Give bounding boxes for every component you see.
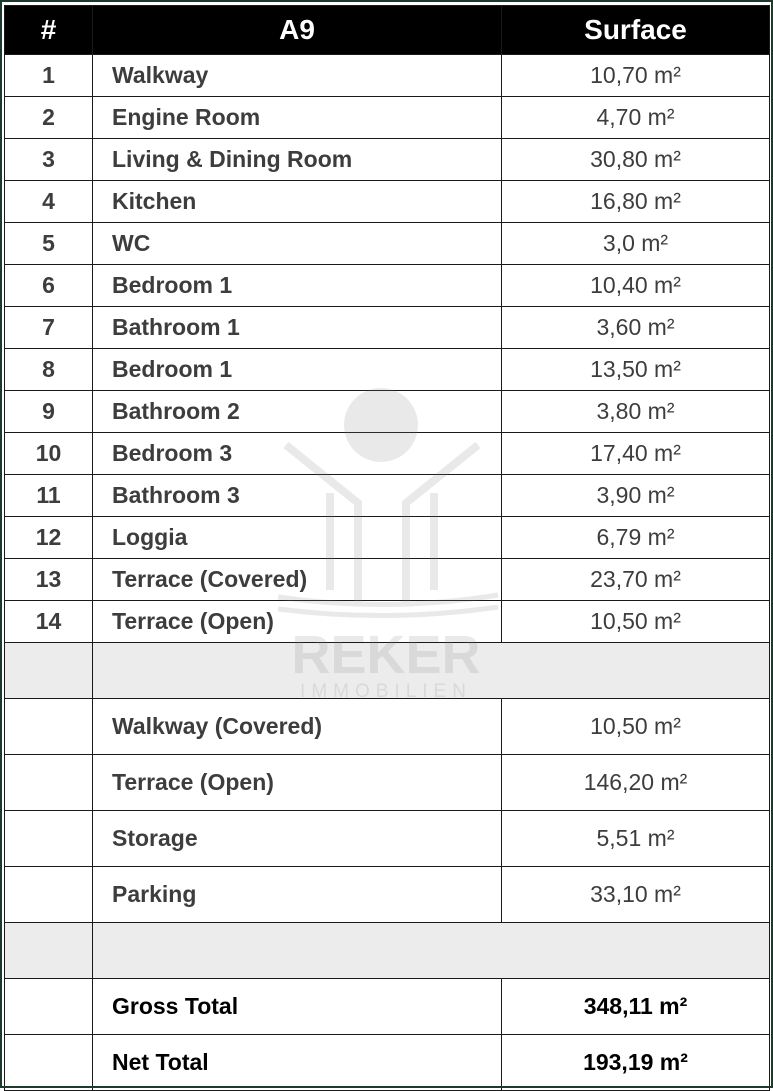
header-surface: Surface	[502, 6, 770, 55]
room-surface: 17,40 m²	[502, 433, 770, 475]
room-number: 3	[5, 139, 93, 181]
room-surface: 13,50 m²	[502, 349, 770, 391]
room-name: Bedroom 1	[93, 349, 502, 391]
room-name: Terrace (Covered)	[93, 559, 502, 601]
separator-row	[5, 923, 770, 979]
extra-name: Terrace (Open)	[93, 755, 502, 811]
extra-surface: 33,10 m²	[502, 867, 770, 923]
table-row	[5, 307, 770, 349]
room-name: Terrace (Open)	[93, 601, 502, 643]
room-surface: 3,60 m²	[502, 307, 770, 349]
area-table-container	[4, 5, 769, 1091]
net-total-row	[5, 1035, 770, 1091]
room-surface: 10,50 m²	[502, 601, 770, 643]
room-number: 12	[5, 517, 93, 559]
room-name: Living & Dining Room	[93, 139, 502, 181]
separator-row	[5, 643, 770, 699]
extra-name: Parking	[93, 867, 502, 923]
table-row	[5, 699, 770, 755]
table-row	[5, 433, 770, 475]
extra-surface: 10,50 m²	[502, 699, 770, 755]
room-number: 6	[5, 265, 93, 307]
room-name: Bathroom 3	[93, 475, 502, 517]
extra-name: Storage	[93, 811, 502, 867]
room-number: 10	[5, 433, 93, 475]
room-name: Bathroom 2	[93, 391, 502, 433]
table-row	[5, 139, 770, 181]
header-unit: A9	[93, 6, 502, 55]
table-row	[5, 601, 770, 643]
gross-total-label: Gross Total	[93, 979, 502, 1035]
table-row	[5, 559, 770, 601]
table-row	[5, 867, 770, 923]
table-row	[5, 181, 770, 223]
room-surface: 30,80 m²	[502, 139, 770, 181]
net-total-value: 193,19 m²	[502, 1035, 770, 1091]
room-surface: 23,70 m²	[502, 559, 770, 601]
room-number: 4	[5, 181, 93, 223]
net-total-label: Net Total	[93, 1035, 502, 1091]
table-row	[5, 811, 770, 867]
table-row	[5, 755, 770, 811]
room-number: 11	[5, 475, 93, 517]
room-number: 7	[5, 307, 93, 349]
room-number: 9	[5, 391, 93, 433]
table-row	[5, 97, 770, 139]
header-number: #	[5, 6, 93, 55]
room-name: Kitchen	[93, 181, 502, 223]
room-name: WC	[93, 223, 502, 265]
gross-total-row	[5, 979, 770, 1035]
table-row	[5, 391, 770, 433]
room-name: Engine Room	[93, 97, 502, 139]
room-surface: 10,40 m²	[502, 265, 770, 307]
room-number: 14	[5, 601, 93, 643]
room-name: Bathroom 1	[93, 307, 502, 349]
room-number: 1	[5, 55, 93, 97]
table-row	[5, 517, 770, 559]
room-name: Bedroom 1	[93, 265, 502, 307]
table-row	[5, 223, 770, 265]
room-number: 5	[5, 223, 93, 265]
room-surface: 16,80 m²	[502, 181, 770, 223]
room-surface: 3,0 m²	[502, 223, 770, 265]
room-name: Loggia	[93, 517, 502, 559]
room-surface: 6,79 m²	[502, 517, 770, 559]
gross-total-value: 348,11 m²	[502, 979, 770, 1035]
room-surface: 3,90 m²	[502, 475, 770, 517]
extra-surface: 146,20 m²	[502, 755, 770, 811]
room-surface: 4,70 m²	[502, 97, 770, 139]
table-row	[5, 265, 770, 307]
area-table	[4, 5, 770, 1091]
table-row	[5, 349, 770, 391]
room-number: 8	[5, 349, 93, 391]
room-surface: 3,80 m²	[502, 391, 770, 433]
extra-name: Walkway (Covered)	[93, 699, 502, 755]
table-row	[5, 55, 770, 97]
room-name: Walkway	[93, 55, 502, 97]
room-name: Bedroom 3	[93, 433, 502, 475]
extra-surface: 5,51 m²	[502, 811, 770, 867]
room-surface: 10,70 m²	[502, 55, 770, 97]
table-row	[5, 475, 770, 517]
room-number: 2	[5, 97, 93, 139]
header-row	[5, 6, 770, 55]
room-number: 13	[5, 559, 93, 601]
